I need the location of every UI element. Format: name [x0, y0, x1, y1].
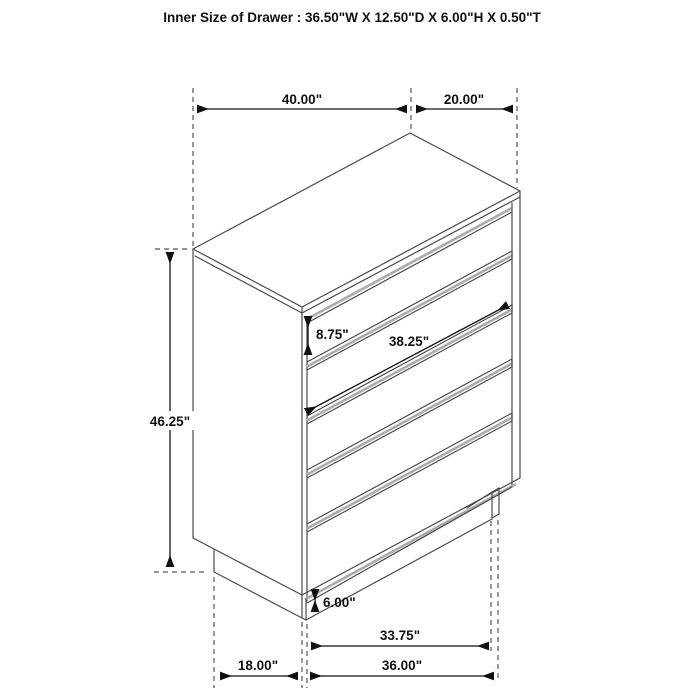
- dim-top-width: [197, 92, 407, 109]
- dim-drawer-width: [306, 305, 508, 412]
- front-right-leg-bottom-edge: [492, 514, 499, 518]
- dimension-arrow-drawer-width: [306, 305, 508, 412]
- separator-4-bottom-line: [307, 421, 512, 532]
- dimension-label-base-height: 6.00": [323, 595, 356, 610]
- dim-base-inner-width: [311, 628, 489, 646]
- separator-4-top-line: [307, 413, 512, 524]
- drawer-separator-3: [307, 359, 512, 478]
- chest-body: [193, 133, 520, 603]
- dim-overall-height: [142, 249, 207, 572]
- separator-3-bottom-line: [307, 367, 512, 478]
- front-bottom-inner-edge: [307, 487, 512, 603]
- dimension-label-drawer-width: 38.25": [388, 334, 430, 349]
- left-panel-bottom-edge: [193, 538, 302, 595]
- separator-4-shadow: [307, 418, 512, 529]
- dim-top-depth: [416, 92, 513, 109]
- dim-drawer-height: [308, 316, 349, 355]
- base-plinth: [214, 488, 499, 620]
- dimension-label-top-depth: 20.00": [443, 92, 485, 107]
- front-bottom-shadow: [305, 484, 516, 600]
- dimension-label-base-width: 36.00": [381, 658, 423, 673]
- separator-3-top-line: [307, 359, 512, 470]
- dimension-label-base-depth: 18.00": [237, 658, 279, 673]
- dimension-label-overall-height: 46.25": [149, 414, 191, 429]
- dim-base-width: [310, 658, 494, 676]
- dim-base-height: [315, 589, 356, 612]
- separator-3-shadow: [307, 364, 512, 475]
- separator-2-top-line: [307, 305, 512, 416]
- drawer-separator-4: [307, 413, 512, 532]
- dimension-label-drawer-height: 8.75": [316, 327, 349, 342]
- dimension-label-top-width: 40.00": [281, 92, 323, 107]
- dimension-label-base-inner-width: 33.75": [379, 628, 421, 643]
- dim-base-depth: [220, 658, 298, 676]
- drawer-separator-2: [307, 305, 512, 424]
- plinth-left-bottom-edge: [214, 572, 302, 618]
- page-title: Inner Size of Drawer : 36.50"W X 12.50"D X 6.00"H X 0.50"T: [163, 10, 541, 25]
